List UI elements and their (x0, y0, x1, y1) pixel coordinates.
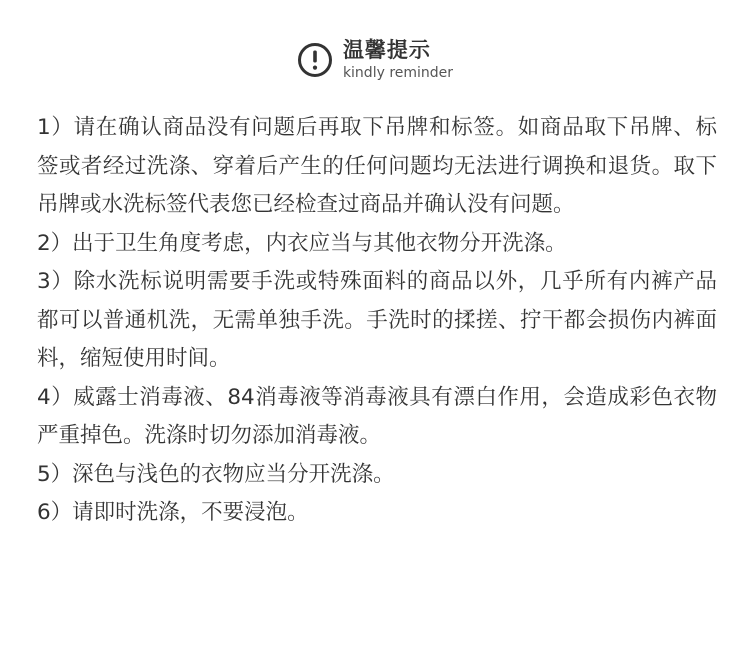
notice-item-3: 3）除水洗标说明需要手洗或特殊面料的商品以外，几乎所有内裤产品都可以普通机洗，无需单独手洗。手洗时的揉搓、拧干都会损伤内裤面料，缩短使用时间。 (37, 269, 717, 371)
notice-header (0, 38, 750, 82)
notice-subtitle: kindly reminder (342, 65, 454, 81)
notice-title: 温馨提示 (342, 38, 431, 62)
notice-item-6: 6）请即时洗涤，不要浸泡。 (37, 500, 309, 525)
notice-item-5: 5）深色与浅色的衣物应当分开洗涤。 (37, 461, 395, 487)
exclamation-circle-icon (297, 42, 333, 78)
notice-item-2: 2）出于卫生角度考虑，内衣应当与其他衣物分开洗涤。 (37, 230, 567, 256)
title-block (343, 38, 453, 82)
notice-item-4: 4）威露士消毒液、84消毒液等消毒液具有漂白作用，会造成彩色衣物严重掉色。洗涤时切勿添加消毒液。 (37, 384, 717, 448)
notice-item-1: 1）请在确认商品没有问题后再取下吊牌和标签。如商品取下吊牌、标签或者经过洗涤、穿着后产生的任何问题均无法进行调换和退货。取下吊牌或水洗标签代表您已经检查过商品并确认没有问题。 (37, 115, 717, 217)
notice-content (37, 109, 717, 533)
